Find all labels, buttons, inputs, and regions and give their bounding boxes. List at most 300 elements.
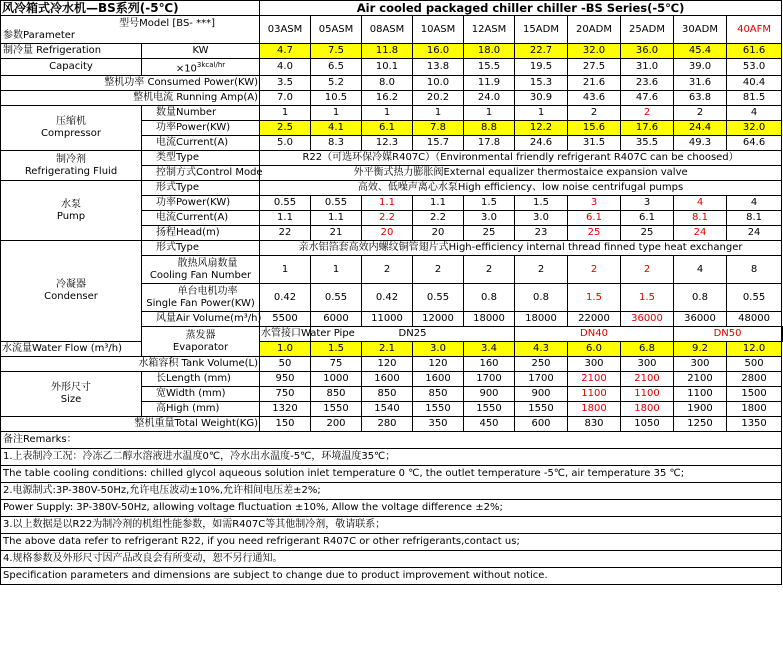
category-label: 制冷量 Refrigeration [1,44,142,59]
sub-label [142,226,260,241]
value-cell: 20 [362,226,413,241]
sub-label [142,121,260,136]
value-cell: 3.0 [413,342,464,357]
value-cell: 1800 [568,402,621,417]
value-cell: 24 [727,226,782,241]
value-cell: 2 [362,256,413,284]
title-en: Air cooled packaged chiller chiller -BS Series(-5℃) [260,1,782,16]
model-name: 05ASM [311,16,362,44]
value-cell: 31.0 [621,59,674,76]
value-cell: 15.7 [413,136,464,151]
value-cell: 4.7 [260,44,311,59]
sub-label [142,166,263,181]
value-cell: 300 [674,357,727,372]
sub-label [142,181,260,196]
remark-line: 4.规格参数及外形尺寸因产品改良会有所变动，恕不另行通知。 [1,551,782,568]
value-cell: 350 [413,417,464,432]
remark-row [1,466,783,483]
value-cell: 2 [621,256,674,284]
category-en: Compressor [41,128,101,140]
value-cell: 23 [515,226,568,241]
value-cell: 49.3 [674,136,727,151]
value-cell: 3.0 [464,211,515,226]
sub-label-en: Single Fan Power(KW) [146,297,255,309]
value-cell: 1.1 [260,211,311,226]
value-cell: 1500 [727,387,782,402]
value-cell: 12000 [413,312,464,327]
value-cell: 20.2 [413,91,464,106]
category-label [142,327,260,357]
remark-line: 2.电源制式:3P-380V-50Hz,允许电压波动±10%,允许相间电压差±2%; [1,483,782,500]
sub-label-cn: 单台电机功率 [177,285,238,297]
sub-label-text: KW [192,45,209,56]
value-cell: 24.0 [464,91,515,106]
unit-superscript: 3kcal/hr [196,61,226,69]
value-cell: 6.8 [621,342,674,357]
value-cell: 12.2 [515,121,568,136]
value-cell: 1700 [464,372,515,387]
value-cell: 2100 [621,372,674,387]
value-cell: 1 [515,106,568,121]
value-cell: 1.1 [362,196,413,211]
value-cell: 20 [413,226,464,241]
value-cell: 0.42 [362,284,413,312]
value-cell: 6.1 [362,121,413,136]
unit-label: ×10 [175,63,197,75]
sub-label-text: 电流Current(A) [156,137,229,149]
value-cell: 1 [260,106,311,121]
value-cell: 1.5 [311,342,362,357]
category-en: Size [60,394,82,406]
spec-row [1,151,783,166]
value-cell: 850 [362,387,413,402]
value-cell: 10.0 [413,76,464,91]
value-cell: 1 [362,106,413,121]
row-label: 整机功率 Consumed Power(KW) [1,76,260,91]
value-cell: 6.1 [621,211,674,226]
model-name: 25ADM [621,16,674,44]
spec-row [1,59,783,76]
value-cell: 32.0 [727,121,782,136]
value-cell: 7.5 [311,44,362,59]
row-label: 整机电流 Running Amp(A) [1,91,260,106]
value-cell: 900 [515,387,568,402]
value-cell: 75 [311,357,362,372]
value-cell: 1.5 [568,284,621,312]
value-cell: 900 [464,387,515,402]
category-label [1,372,142,417]
value-cell: 4 [727,196,782,211]
value-cell: 300 [621,357,674,372]
category-label [1,241,142,342]
value-cell: 1250 [674,417,727,432]
sub-label [142,44,260,59]
value-cell: 0.8 [464,284,515,312]
evaporator-flow-row [1,342,783,357]
value-cell: 0.55 [311,196,362,211]
model-name: 10ASM [413,16,464,44]
value-cell: 18.0 [464,44,515,59]
value-cell: 0.55 [413,284,464,312]
model-name: 20ADM [568,16,621,44]
sub-label: 水流量Water Flow (m³/h) [1,342,142,357]
model-header-row [1,16,783,44]
value-cell: 19.5 [515,59,568,76]
value-cell: 1540 [362,402,413,417]
model-parameter-header [1,16,260,44]
value-cell: 250 [515,357,568,372]
category-cn: 蒸发器 [185,329,216,341]
value-cell: 35.5 [621,136,674,151]
remark-row [1,551,783,568]
model-name: 40AFM [727,16,782,44]
sub-label-text: 数量Number [156,107,217,119]
sub-label [142,241,260,256]
sub-label [142,151,260,166]
remark-row [1,568,783,585]
remark-row [1,517,783,534]
value-cell: 1550 [464,402,515,417]
category-cn: 水泵 [61,198,81,210]
value-cell: 1.5 [464,196,515,211]
value-cell: 2 [464,256,515,284]
merged-value: R22（可选环保冷媒R407C）（Environmental friendly refrigerant R407C can be choosed） [260,151,782,166]
value-cell: 300 [568,357,621,372]
value-cell: 1000 [311,372,362,387]
value-cell: 1900 [674,402,727,417]
value-cell: 15.6 [568,121,621,136]
value-cell: 25 [621,226,674,241]
category-label [1,181,142,241]
value-cell: 850 [311,387,362,402]
value-cell: 36.0 [621,44,674,59]
value-cell: 43.6 [568,91,621,106]
value-cell: 1100 [621,387,674,402]
remark-line: The above data refer to refrigerant R22, if you need refrigerant R407C or other refrigerants,contact us; [1,534,782,551]
spec-row [1,241,783,256]
value-cell: 11000 [362,312,413,327]
value-cell: 120 [413,357,464,372]
value-cell: 25 [568,226,621,241]
sub-label [142,312,260,327]
value-cell: 1.5 [515,196,568,211]
value-cell: 25 [464,226,515,241]
value-cell: 1.1 [413,196,464,211]
value-cell: 39.0 [674,59,727,76]
value-cell: 22000 [568,312,621,327]
category-label: Capacity [1,59,142,76]
value-cell: 11.9 [464,76,515,91]
value-cell: 160 [464,357,515,372]
sub-label: 宽Width (mm) [142,387,260,402]
value-cell: 7.0 [260,91,311,106]
value-cell: 47.6 [621,91,674,106]
model-label: 型号Model [BS- ***] [119,17,215,29]
merged-value: 高效、低噪声离心水泵High efficiency、low noise centrifugal pumps [260,181,782,196]
value-cell: 8.1 [674,211,727,226]
value-cell: 1550 [413,402,464,417]
value-cell: 36000 [674,312,727,327]
value-cell: 1800 [621,402,674,417]
value-cell: 2.2 [362,211,413,226]
merged-value: 亲水铝箔套高效内螺纹铜管翅片式High-efficiency internal thread finned type heat exchanger [260,241,782,256]
value-cell: 22 [260,226,311,241]
value-cell: 1350 [727,417,782,432]
value-cell: 1550 [311,402,362,417]
value-cell: 13.8 [413,59,464,76]
value-cell: 1100 [674,387,727,402]
value-cell: 16.0 [413,44,464,59]
value-cell: 63.8 [674,91,727,106]
value-cell: 21.6 [568,76,621,91]
value-cell: 150 [260,417,311,432]
value-cell: 6.5 [311,59,362,76]
category-cn: 外形尺寸 [51,382,91,394]
remark-line: 1.上表制冷工况：冷冻乙二醇水溶液进水温度0℃，冷水出水温度-5℃，环境温度35℃； [1,449,782,466]
sub-label-text: 形式Type [156,242,199,254]
value-cell: 1550 [515,402,568,417]
value-cell: 5.0 [260,136,311,151]
size-row [1,372,783,387]
value-cell: 64.6 [727,136,782,151]
category-en: Pump [56,210,86,222]
value-cell: 2 [621,106,674,121]
row-label: 水箱容积 Tank Volume(L) [1,357,260,372]
value-cell: 9.2 [674,342,727,357]
value-cell: 18000 [515,312,568,327]
merged-value: 外平衡式热力膨胀阀External equalizer thermostaice expansion valve [260,166,782,181]
value-cell: 23.6 [621,76,674,91]
value-cell: 600 [515,417,568,432]
value-cell: 1050 [621,417,674,432]
value-cell: 2800 [727,372,782,387]
value-cell: 18000 [464,312,515,327]
value-cell: 1800 [727,402,782,417]
value-cell: 280 [362,417,413,432]
value-cell: 30.9 [515,91,568,106]
parameter-label: 参数Parameter [3,29,76,41]
value-cell: 750 [260,387,311,402]
value-cell: 1.0 [260,342,311,357]
sub-label-text: 电流Current(A) [156,212,229,224]
sub-label [142,256,260,284]
value-cell: 3.4 [464,342,515,357]
value-cell: 4 [674,196,727,211]
sub-label [142,211,260,226]
value-cell: 1600 [362,372,413,387]
remark-row [1,449,783,466]
value-cell: 15.5 [464,59,515,76]
sub-label [142,284,260,312]
sub-label: 长Length (mm) [142,372,260,387]
value-cell: 500 [727,357,782,372]
value-cell: 5500 [260,312,311,327]
model-name: 08ASM [362,16,413,44]
title-cn: 风冷箱式冷水机—BS系列(-5℃) [1,1,260,16]
value-cell: 1700 [515,372,568,387]
value-cell: 1 [464,106,515,121]
value-cell: 24.6 [515,136,568,151]
value-cell: 200 [311,417,362,432]
remark-line: Power Supply: 3P-380V-50Hz, allowing voltage fluctuation ±10%, Allow the voltage difference ±2%; [1,500,782,517]
value-cell: 0.8 [515,284,568,312]
remark-line: 备注Remarks： [1,432,782,449]
value-cell: 12.0 [727,342,782,357]
value-cell: 2.2 [413,211,464,226]
category-label [1,151,142,181]
title-row [1,1,783,16]
spec-row [1,91,783,106]
value-cell: 22.7 [515,44,568,59]
value-cell: 6000 [311,312,362,327]
sub-label-text: 控制方式Control Mode [156,167,263,179]
value-cell: 2 [515,256,568,284]
sub-label: 高High (mm) [142,402,260,417]
model-name: 30ADM [674,16,727,44]
value-cell: 3 [621,196,674,211]
remark-row [1,500,783,517]
sub-label [142,196,260,211]
sub-label [142,106,260,121]
value-cell: 21 [311,226,362,241]
value-cell: 2.1 [362,342,413,357]
value-cell: 1 [311,256,362,284]
row-label: 整机重量Total Weight(KG) [1,417,260,432]
value-cell: 24 [674,226,727,241]
pipe-size: DN25 [311,327,515,342]
value-cell: 0.55 [727,284,782,312]
value-cell: 81.5 [727,91,782,106]
value-cell: 15.3 [515,76,568,91]
value-cell: 0.55 [311,284,362,312]
value-cell: 12.3 [362,136,413,151]
value-cell: 50 [260,357,311,372]
model-name: 15ADM [515,16,568,44]
value-cell: 2100 [674,372,727,387]
value-cell: 36000 [621,312,674,327]
value-cell: 1 [311,106,362,121]
sub-label-cn: 散热风扇数量 [177,257,238,269]
pipe-size: DN40 [515,327,674,342]
value-cell: 1 [260,256,311,284]
model-name: 12ASM [464,16,515,44]
value-cell: 8.0 [362,76,413,91]
value-cell: 5.2 [311,76,362,91]
value-cell: 10.5 [311,91,362,106]
value-cell: 6.1 [568,211,621,226]
sub-label-text: 形式Type [156,182,199,194]
value-cell: 27.5 [568,59,621,76]
value-cell: 17.6 [621,121,674,136]
remark-line: The table cooling conditions: chilled glycol aqueous solution inlet temperature 0 ℃, the outlet temperature -5℃, air temperature 35 ℃; [1,466,782,483]
value-cell: 950 [260,372,311,387]
value-cell: 8.8 [464,121,515,136]
sub-label: 水管接口Water Pipe [260,327,311,342]
remark-row [1,483,783,500]
spec-row [1,76,783,91]
value-cell: 850 [413,387,464,402]
remark-line: Specification parameters and dimensions are subject to change due to product improvement without notice. [1,568,782,585]
value-cell: 1 [413,106,464,121]
value-cell: 4 [674,256,727,284]
pipe-size [782,327,783,342]
value-cell: 2.5 [260,121,311,136]
value-cell: 830 [568,417,621,432]
value-cell: 24.4 [674,121,727,136]
value-cell: 0.42 [260,284,311,312]
value-cell: 53.0 [727,59,782,76]
remark-line: 3.以上数据是以R22为制冷剂的机组性能参数，如需R407C等其他制冷剂，敬请联系； [1,517,782,534]
pipe-size: DN50 [674,327,782,342]
category-cn: 压缩机 [56,116,86,128]
value-cell: 3.5 [260,76,311,91]
value-cell: 17.8 [464,136,515,151]
spec-row [1,181,783,196]
remark-row [1,534,783,551]
value-cell: 8 [727,256,782,284]
sub-label-text: 扬程Head(m) [156,227,220,239]
value-cell: 1320 [260,402,311,417]
category-en: Refrigerating Fluid [24,165,118,177]
value-cell: 61.6 [727,44,782,59]
value-cell: 2 [674,106,727,121]
value-cell: 1100 [568,387,621,402]
category-label [1,106,142,151]
spec-row [1,106,783,121]
value-cell: 45.4 [674,44,727,59]
value-cell: 2100 [568,372,621,387]
value-cell: 8.1 [727,211,782,226]
category-cn: 制冷剂 [56,153,86,165]
value-cell: 3 [568,196,621,211]
value-cell: 4.0 [260,59,311,76]
tank-row [1,357,783,372]
value-cell: 8.3 [311,136,362,151]
value-cell: 4.3 [515,342,568,357]
value-cell: 11.8 [362,44,413,59]
sub-label [142,59,260,76]
value-cell: 48000 [727,312,782,327]
value-cell: 1600 [413,372,464,387]
value-cell: 4 [727,106,782,121]
sub-label-en: Cooling Fan Number [149,269,252,281]
category-en: Condenser [44,291,98,303]
value-cell: 3.0 [515,211,568,226]
value-cell: 31.6 [674,76,727,91]
value-cell: 1.1 [311,211,362,226]
sub-label-text: 功率Power(KW) [156,197,231,209]
value-cell: 0.8 [674,284,727,312]
category-en: Evaporator [172,341,229,353]
category-cn: 冷凝器 [56,279,86,291]
value-cell: 40.4 [727,76,782,91]
value-cell: 1.5 [621,284,674,312]
value-cell: 120 [362,357,413,372]
value-cell: 7.8 [413,121,464,136]
value-cell: 10.1 [362,59,413,76]
sub-label [142,136,260,151]
value-cell: 16.2 [362,91,413,106]
sub-label-text: 功率Power(KW) [156,122,231,134]
value-cell: 6.0 [568,342,621,357]
spec-row [1,44,783,59]
value-cell: 450 [464,417,515,432]
remark-row [1,432,783,449]
value-cell: 32.0 [568,44,621,59]
value-cell: 2 [568,256,621,284]
sub-label-text: 类型Type [156,152,199,164]
sub-label-text: 风量Air Volume(m³/h) [156,313,262,325]
